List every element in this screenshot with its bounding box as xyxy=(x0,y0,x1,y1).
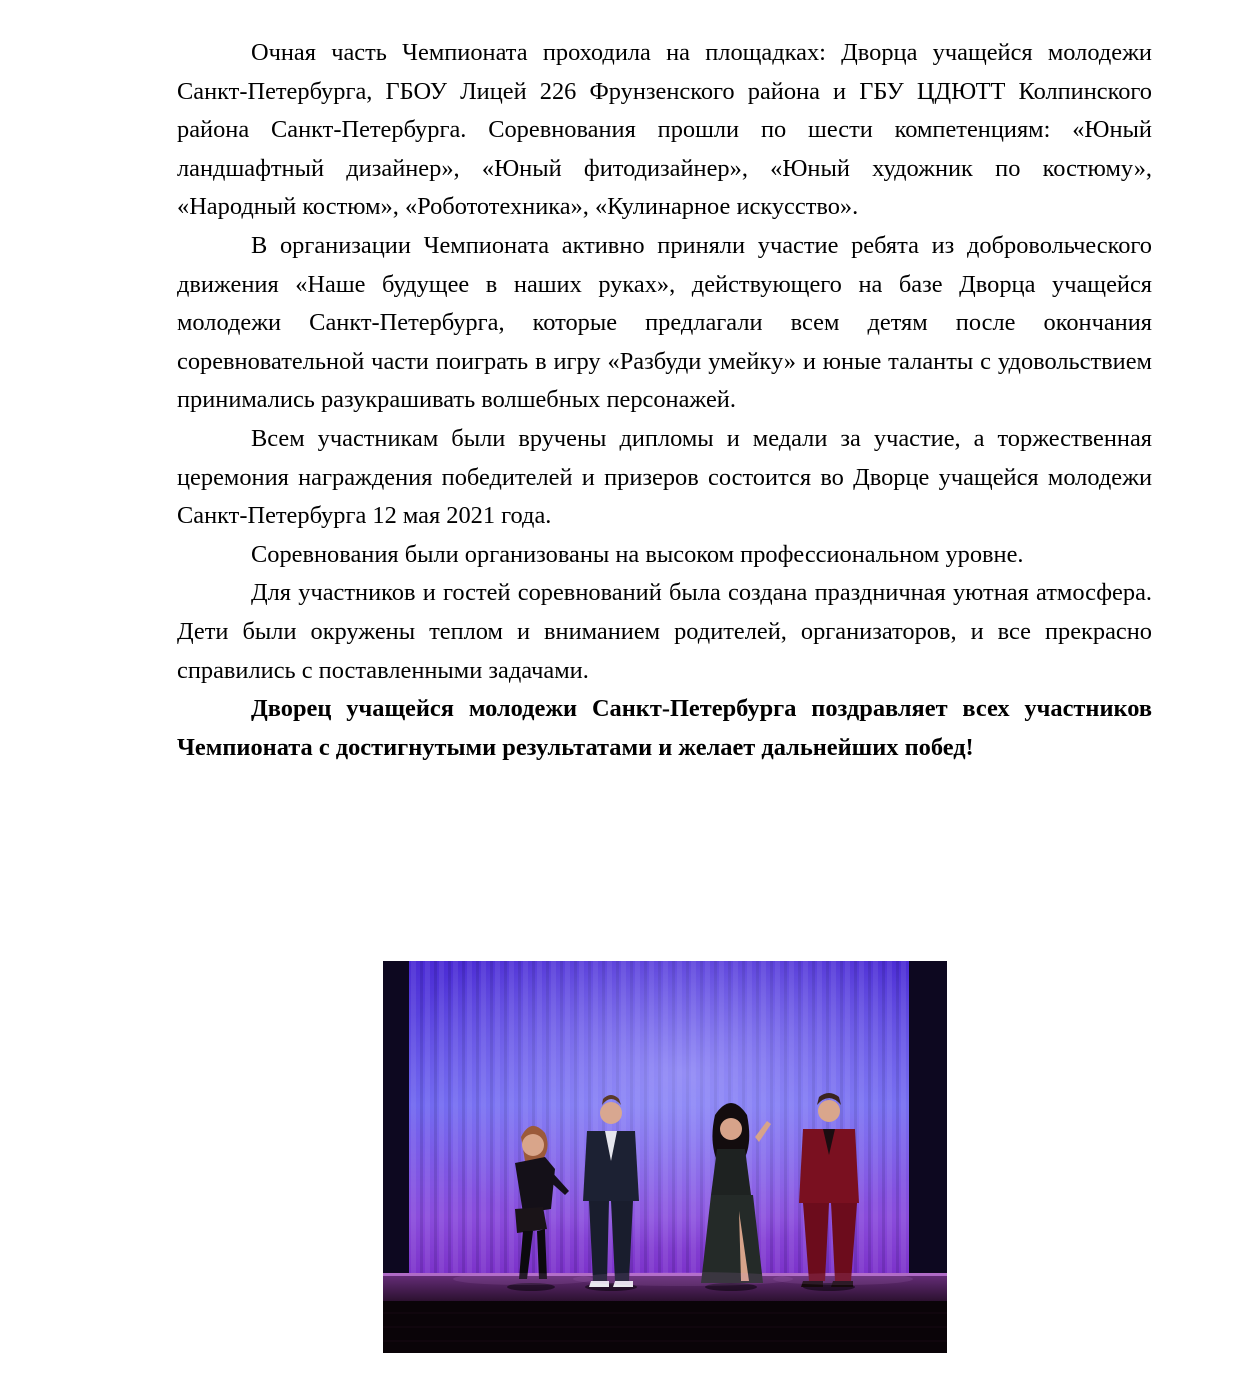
paragraph-awards: Всем участникам были вручены дипломы и медали за участие, а торжественная церемония награждения победителей и призеров состоится во Дворце учащейся молодежи Санкт-Петербурга 12 мая 2021 года. xyxy=(177,424,1152,530)
paragraph-congratulations: Дворец учащейся молодежи Санкт-Петербурга поздравляет всех участников Чемпионата с достигнутыми результатами и желает дальнейших побед! xyxy=(177,695,1152,761)
stage-photo xyxy=(383,961,947,1353)
paragraph-organization: Соревнования были организованы на высоком профессиональном уровне. xyxy=(251,540,1024,568)
paragraph-volunteers: В организации Чемпионата активно приняли участие ребята из добровольческого движения «Наше будущее в наших руках», действующего на базе Дворца учащейся молодежи Санкт-Петербурга, которые предлагали всем детям после окончания соревновательной части поиграть в игру «Разбуди умейку» и юные таланты с удовольствием принимались разукрашивать волшебных персонажей. xyxy=(177,231,1152,414)
stage-photo-illustration xyxy=(383,961,947,1353)
paragraph-venues: Очная часть Чемпионата проходила на площадках: Дворца учащейся молодежи Санкт-Петербурга, ГБОУ Лицей 226 Фрунзенского района и ГБУ ЦДЮТТ Колпинского района Санкт-Петербурга. Соревнования прошли по шести компетенциям: «Юный ландшафтный дизайнер», «Юный фитодизайнер», «Юный художник по костюму», «Народный костюм», «Робототехника», «Кулинарное искусство». xyxy=(177,39,1152,221)
paragraph-atmosphere: Для участников и гостей соревнований была создана праздничная уютная атмосфера. Дети были окружены теплом и вниманием родителей, организаторов, и все прекрасно справились с поставленными задачами. xyxy=(177,579,1152,684)
document-body xyxy=(177,34,1152,767)
